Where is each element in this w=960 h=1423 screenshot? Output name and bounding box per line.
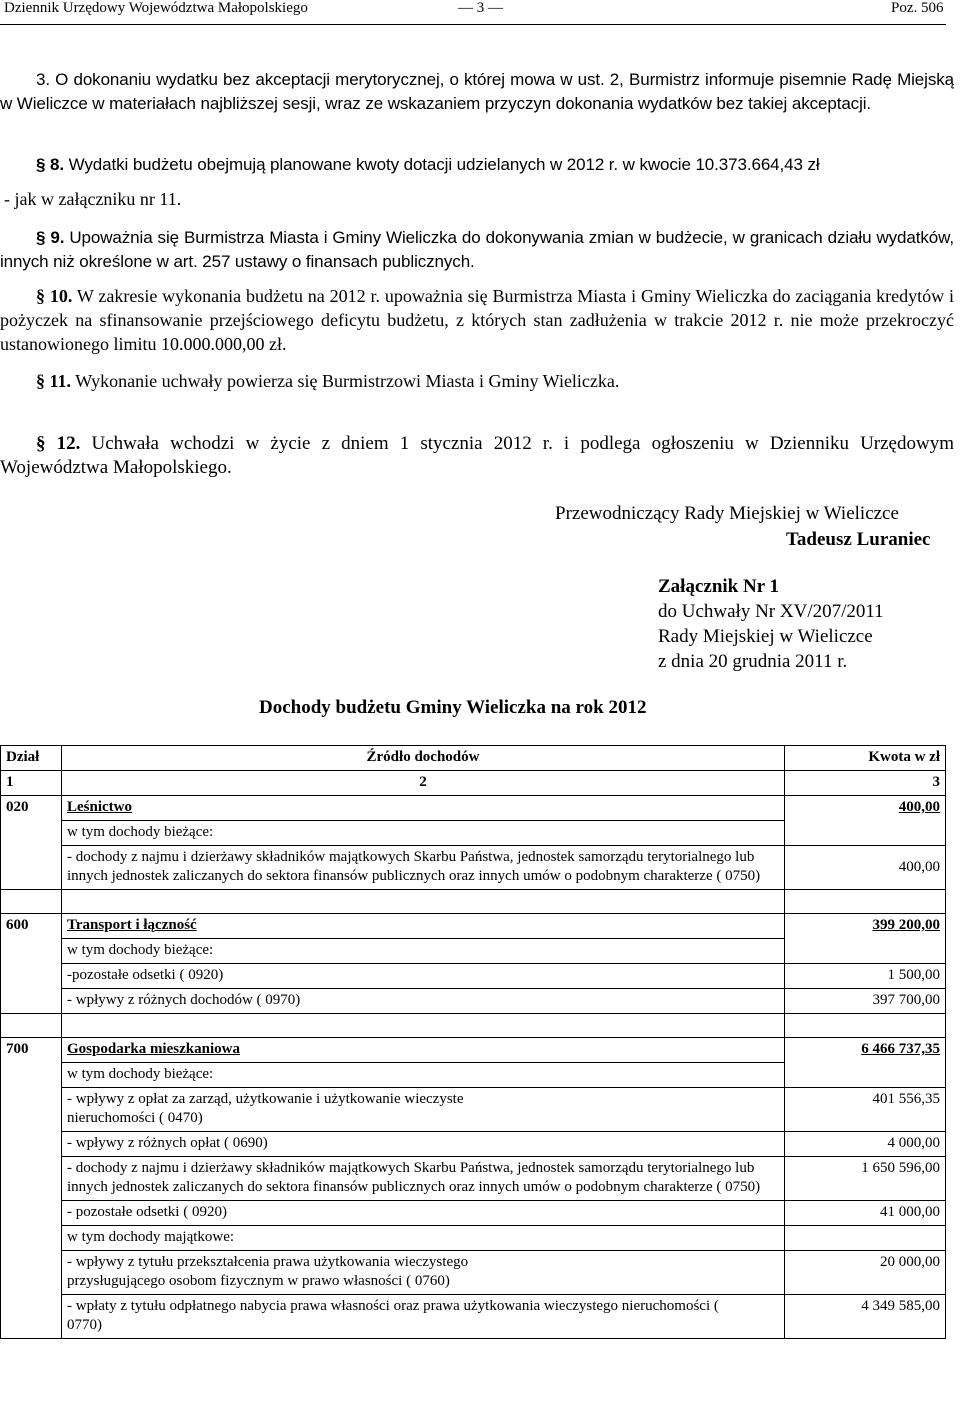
row-value: 1 500,00 xyxy=(785,964,946,989)
table-title: Dochody budżetu Gminy Wieliczka na rok 2012 xyxy=(259,697,647,718)
section-12-number: § 12. xyxy=(36,433,81,454)
section-row-020 xyxy=(1,796,946,821)
name-600-cell xyxy=(62,914,785,939)
subheading-biezace: w tym dochody bieżące: xyxy=(62,939,785,964)
table-row xyxy=(1,1088,946,1132)
dzial-600: 600 xyxy=(1,914,62,939)
col-number-2: 2 xyxy=(62,771,785,796)
row-value: 4 000,00 xyxy=(785,1132,946,1157)
section-row-700 xyxy=(1,1038,946,1063)
table-row xyxy=(1,1201,946,1226)
header-amount: Kwota w zł xyxy=(785,746,946,771)
row-value: 397 700,00 xyxy=(785,989,946,1014)
name-700-cell xyxy=(62,1038,785,1063)
header-source: Źródło dochodów xyxy=(62,746,785,771)
table-header-row xyxy=(1,746,946,771)
total-700: 6 466 737,35 xyxy=(861,1041,940,1057)
section-10 xyxy=(0,284,954,356)
total-020-cell xyxy=(785,796,946,821)
name-020: Leśnictwo xyxy=(67,799,132,815)
total-700-cell xyxy=(785,1038,946,1063)
section-12-text: Uchwała wchodzi w życie z dniem 1 stycznia 2012 r. i podlega ogłoszeniu w Dzienniku Urzędowym Województwa Małopolskiego. xyxy=(0,433,954,478)
name-700: Gospodarka mieszkaniowa xyxy=(67,1041,240,1057)
row-text: - wpływy z różnych dochodów ( 0970) xyxy=(62,989,785,1014)
subheading-majatkowe: w tym dochody majątkowe: xyxy=(62,1226,785,1251)
table-row xyxy=(1,821,946,846)
position-number: Poz. 506 xyxy=(891,0,944,16)
section-8-number: § 8. xyxy=(36,155,64,174)
row-value: 20 000,00 xyxy=(785,1251,946,1295)
signature-name: Tadeusz Luraniec xyxy=(786,529,931,550)
col-number-1: 1 xyxy=(1,771,62,796)
journal-title: Dziennik Urzędowy Województwa Małopolskiego xyxy=(4,0,308,16)
annex-line-1: do Uchwały Nr XV/207/2011 xyxy=(658,601,884,622)
table-spacer-row xyxy=(1,1014,946,1038)
budget-table xyxy=(0,745,946,1339)
total-600-cell xyxy=(785,914,946,939)
section-8 xyxy=(0,153,954,177)
row-text: - wpływy z tytułu przekształcenia prawa użytkowania wieczystego przysługującego osobom fizycznym w prawo własności ( 0760) xyxy=(62,1251,785,1295)
table-row xyxy=(1,1295,946,1339)
row-text: - wpływy z opłat za zarząd, użytkowanie i użytkowanie wieczyste nieruchomości ( 0470) xyxy=(62,1088,785,1132)
row-value: 41 000,00 xyxy=(785,1201,946,1226)
row-value: 4 349 585,00 xyxy=(785,1295,946,1339)
table-row xyxy=(1,1132,946,1157)
name-600: Transport i łączność xyxy=(67,917,197,933)
row-text: - dochody z najmu i dzierżawy składników majątkowych Skarbu Państwa, jednostek samorządu terytorialnego lub innych jednostek zaliczanych do sektora finansów publicznych oraz innych umów o podobnym charakterze ( 0750) xyxy=(62,846,785,890)
section-9-number: § 9. xyxy=(36,228,65,247)
section-11-number: § 11. xyxy=(36,371,72,391)
dzial-700: 700 xyxy=(1,1038,62,1063)
annex-line-2: Rady Miejskiej w Wieliczce xyxy=(658,626,873,647)
table-number-row xyxy=(1,771,946,796)
row-value: 400,00 xyxy=(785,846,946,890)
signature-role: Przewodniczący Rady Miejskiej w Wieliczce xyxy=(555,503,899,524)
page-marker: — 3 — xyxy=(458,0,503,16)
section-10-number: § 10. xyxy=(36,286,73,306)
section-10-text: W zakresie wykonania budżetu na 2012 r. upoważnia się Burmistrza Miasta i Gminy Wieliczka do zaciągania kredytów i pożyczek na sfinansowanie przejściowego deficytu budżetu, z których stan zadłużenia w trakcie 2012 r. nie może przekroczyć ustanowionego limitu 10.000.000,00 zł. xyxy=(0,286,954,354)
dzial-020: 020 xyxy=(1,796,62,821)
row-text: - wpłaty z tytułu odpłatnego nabycia prawa własności oraz prawa użytkowania wieczystego nieruchomości ( 0770) xyxy=(62,1295,785,1339)
section-8-text: Wydatki budżetu obejmują planowane kwoty dotacji udzielanych w 2012 r. w kwocie 10.373.664,43 zł xyxy=(63,155,820,174)
row-value: 1 650 596,00 xyxy=(785,1157,946,1201)
table-row xyxy=(1,939,946,964)
table-row xyxy=(1,989,946,1014)
section-8-continuation: - jak w załączniku nr 11. xyxy=(4,189,182,209)
paragraph-3: 3. O dokonaniu wydatku bez akceptacji merytorycznej, o której mowa w ust. 2, Burmistrz informuje pisemnie Radę Miejską w Wieliczce w materiałach najbliższej sesji, wraz ze wskazaniem przyczyn dokonania wydatków bez takiej akceptacji. xyxy=(0,70,954,113)
row-text: - dochody z najmu i dzierżawy składników majątkowych Skarbu Państwa, jednostek samorządu terytorialnego lub innych jednostek zaliczanych do sektora finansów publicznych oraz innych umów o podobnym charakterze ( 0750) xyxy=(62,1157,785,1201)
section-12 xyxy=(0,432,954,480)
table-row xyxy=(1,846,946,890)
total-600: 399 200,00 xyxy=(872,917,940,933)
row-text: -pozostałe odsetki ( 0920) xyxy=(62,964,785,989)
table-spacer-row xyxy=(1,890,946,914)
annex-line-3: z dnia 20 grudnia 2011 r. xyxy=(658,651,848,672)
section-9-text: Upoważnia się Burmistrza Miasta i Gminy Wieliczka do dokonywania zmian w budżecie, w granicach działu wydatków, innych niż określone w art. 257 ustawy o finansach publicznych. xyxy=(0,228,954,271)
table-row xyxy=(1,1251,946,1295)
header-dzial: Dział xyxy=(1,746,62,771)
subheading-biezace: w tym dochody bieżące: xyxy=(62,821,785,846)
row-text: - pozostałe odsetki ( 0920) xyxy=(62,1201,785,1226)
row-value: 401 556,35 xyxy=(785,1088,946,1132)
total-020: 400,00 xyxy=(898,799,940,815)
table-row xyxy=(1,1157,946,1201)
annex-title: Załącznik Nr 1 xyxy=(658,576,780,597)
section-11-text: Wykonanie uchwały powierza się Burmistrzowi Miasta i Gminy Wieliczka. xyxy=(71,371,620,391)
name-020-cell xyxy=(62,796,785,821)
row-text: - wpływy z różnych opłat ( 0690) xyxy=(62,1132,785,1157)
page-header xyxy=(0,0,960,20)
section-9 xyxy=(0,226,954,274)
table-row xyxy=(1,964,946,989)
table-row xyxy=(1,1226,946,1251)
header-rule xyxy=(0,24,946,25)
section-11 xyxy=(0,369,954,393)
table-row xyxy=(1,1063,946,1088)
col-number-3: 3 xyxy=(785,771,946,796)
subheading-biezace: w tym dochody bieżące: xyxy=(62,1063,785,1088)
section-row-600 xyxy=(1,914,946,939)
